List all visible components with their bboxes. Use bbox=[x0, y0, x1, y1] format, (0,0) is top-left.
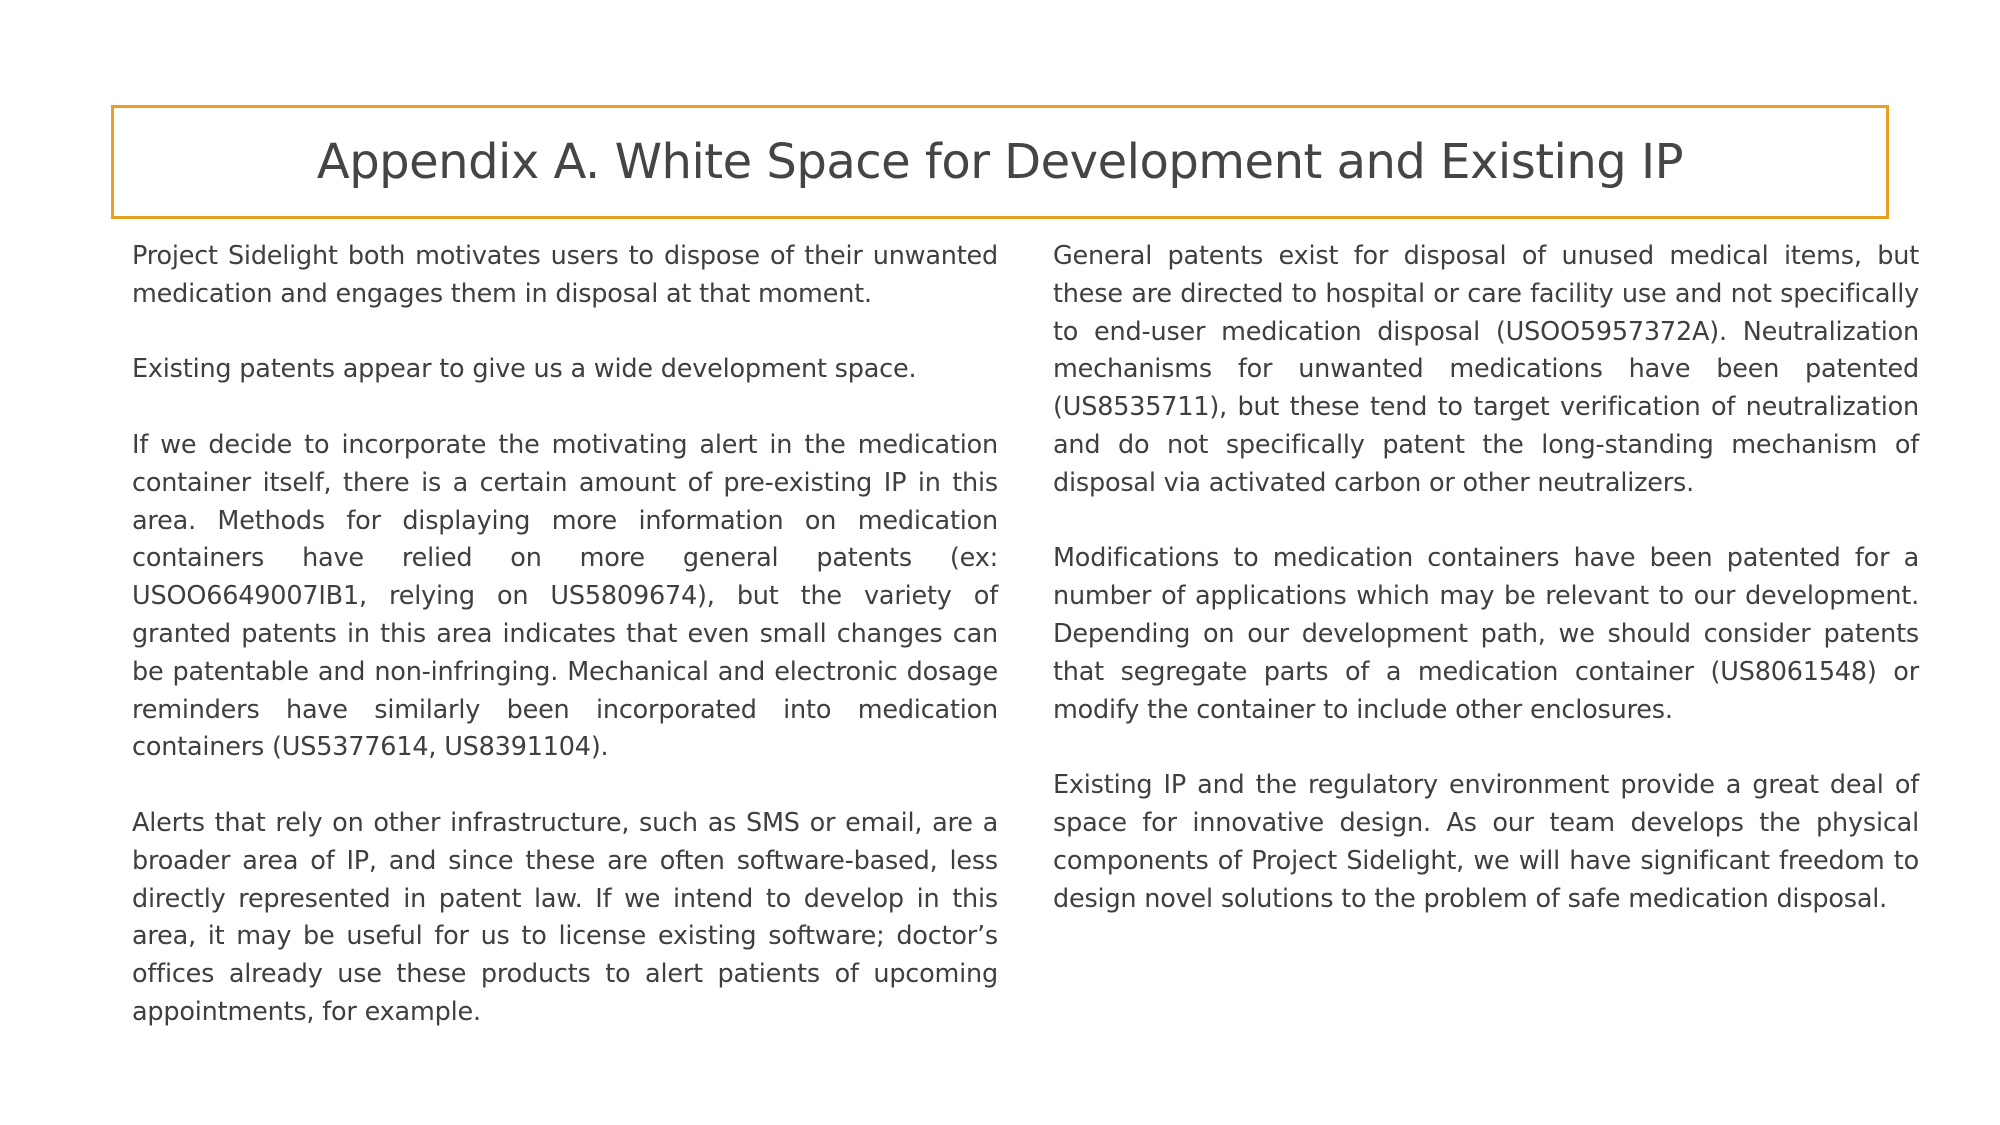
right-paragraph-1: General patents exist for disposal of unused medical items, but these are directed to hospital or care facility use and not specifically to end-user medication disposal (USOO5957372A). Neutralization mechanisms for unwanted medications have been patented (US8535711), but these tend to target verification of neutralization and do not specifically patent the long-standing mechanism of disposal via activated carbon or other neutralizers. bbox=[1053, 241, 1919, 498]
right-paragraph-3: Existing IP and the regulatory environment provide a great deal of space for innovative design. As our team develops the physical components of Project Sidelight, we will have significant freedom to design novel solutions to the problem of safe medication disposal. bbox=[1053, 770, 1919, 914]
left-paragraph-1: Project Sidelight both motivates users to dispose of their unwanted medication and engages them in disposal at that moment. bbox=[132, 241, 998, 309]
title-box bbox=[111, 105, 1889, 219]
left-paragraph-3: If we decide to incorporate the motivating alert in the medication container itself, there is a certain amount of pre-existing IP in this area. Methods for displaying more information on medication containers have relied on more general patents (ex: USOO6649007IB1, relying on US5809674), but the variety of granted patents in this area indicates that even small changes can be patentable and non-infringing. Mechanical and electronic dosage reminders have similarly been incorporated into medication containers (US5377614, US8391104). bbox=[132, 429, 998, 763]
left-column bbox=[132, 238, 998, 1032]
right-paragraph-2: Modifications to medication containers have been patented for a number of applications which may be relevant to our development. Depending on our development path, we should consider patents that segregate parts of a medication container (US8061548) or modify the container to include other enclosures. bbox=[1053, 543, 1919, 725]
left-paragraph-4: Alerts that rely on other infrastructure, such as SMS or email, are a broader area of IP, and since these are often software-based, less directly represented in patent law. If we intend to develop in this area, it may be useful for us to license existing software; doctor’s offices already use these products to alert patients of upcoming appointments, for example. bbox=[132, 807, 998, 1027]
left-paragraph-2: Existing patents appear to give us a wide development space. bbox=[132, 354, 917, 385]
right-column bbox=[1053, 238, 1919, 918]
slide-title: Appendix A. White Space for Development and Existing IP bbox=[316, 134, 1684, 190]
